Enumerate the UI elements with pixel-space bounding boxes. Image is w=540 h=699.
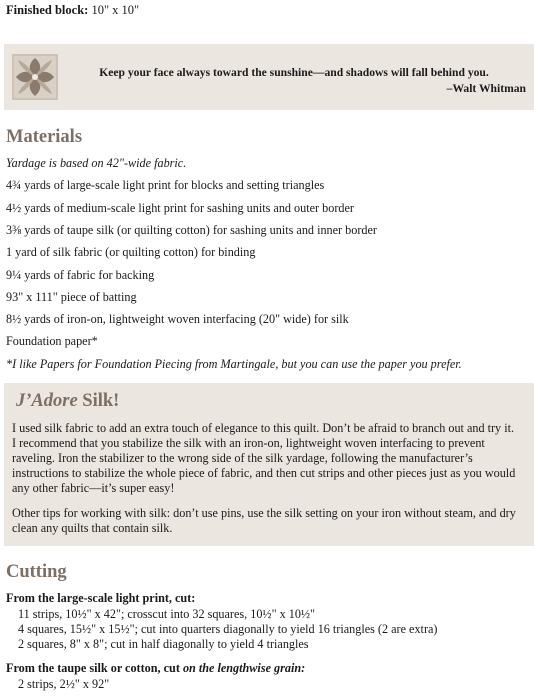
silk-para-line: I recommend that you stabilize the silk with an iron-on, lightweight woven interfacing to prevent — [12, 436, 485, 450]
material-item: 8½ yards of iron-on, lightweight woven interfacing (20" wide) for silk — [6, 312, 349, 326]
cutting-group-2-head-italic: on the lengthwise grain: — [182, 661, 306, 675]
silk-paragraph-1 — [12, 421, 528, 496]
silk-para-line: any other fabric—it’s super easy! — [12, 481, 175, 495]
silk-tip-box — [4, 383, 534, 546]
material-item: 1 yard of silk fabric (or quilting cotton) for binding — [6, 245, 256, 259]
cutting-line: 4 squares, 15½" x 15½"; cut into quarters diagonally to yield 16 triangles (2 are extra) — [18, 622, 438, 636]
cutting-line: 2 squares, 8" x 8"; cut in half diagonally to yield 4 triangles — [18, 637, 309, 651]
cutting-group-2-head — [6, 661, 305, 676]
silk-para-line: raveling. Iron the stabilizer to the wrong side of the silk yardage, following the manufacturer’s — [12, 451, 473, 465]
quilt-block-icon — [12, 54, 58, 100]
finished-block-line — [6, 3, 139, 18]
cutting-line: 11 strips, 10½" x 42"; crosscut into 32 squares, 10½" x 10½" — [18, 607, 316, 621]
silk-para-line: I used silk fabric to add an extra touch of elegance to this quilt. Don’t be afraid to branch out and try it. — [12, 421, 515, 435]
silk-paragraph-2 — [12, 506, 528, 536]
silk-title-italic: J’Adore — [16, 391, 78, 411]
silk-para-line: clean any quilts that contain silk. — [12, 521, 173, 535]
material-item: Foundation paper* — [6, 334, 98, 348]
material-item: 4¾ yards of large-scale light print for blocks and setting triangles — [6, 178, 325, 192]
silk-tip-title — [16, 391, 119, 412]
cutting-heading: Cutting — [6, 562, 67, 582]
material-item: 9¼ yards of fabric for backing — [6, 268, 155, 282]
cutting-group-2-head-bold: From the taupe silk or cotton, cut — [6, 661, 183, 675]
material-item: 4½ yards of medium-scale light print for sashing units and outer border — [6, 201, 354, 215]
cutting-group-1-head: From the large-scale light print, cut: — [6, 591, 196, 605]
material-item: 93" x 111" piece of batting — [6, 290, 137, 304]
silk-para-line: instructions to stabilize the whole piece of fabric, and then cut strips and other pieces just as you would — [12, 466, 516, 480]
cutting-line: 2 strips, 2½" x 92" — [18, 677, 110, 691]
quote-author: –Walt Whitman — [446, 82, 526, 95]
materials-note: Yardage is based on 42"-wide fabric. — [6, 156, 187, 170]
silk-title-rest: Silk! — [77, 391, 120, 411]
material-item: 3⅜ yards of taupe silk (or quilting cotton) for sashing units and inner border — [6, 223, 377, 237]
silk-para-line: Other tips for working with silk: don’t use pins, use the silk setting on your iron without steam, and dry — [12, 506, 516, 520]
quote-text: Keep your face always toward the sunshine—and shadows will fall behind you. — [99, 66, 489, 79]
finished-block-value: 10" x 10" — [88, 3, 140, 17]
finished-block-label: Finished block: — [6, 3, 89, 17]
materials-footnote: *I like Papers for Foundation Piecing from Martingale, but you can use the paper you prefer. — [6, 357, 462, 371]
materials-heading: Materials — [6, 127, 83, 147]
quote-box — [4, 44, 534, 110]
